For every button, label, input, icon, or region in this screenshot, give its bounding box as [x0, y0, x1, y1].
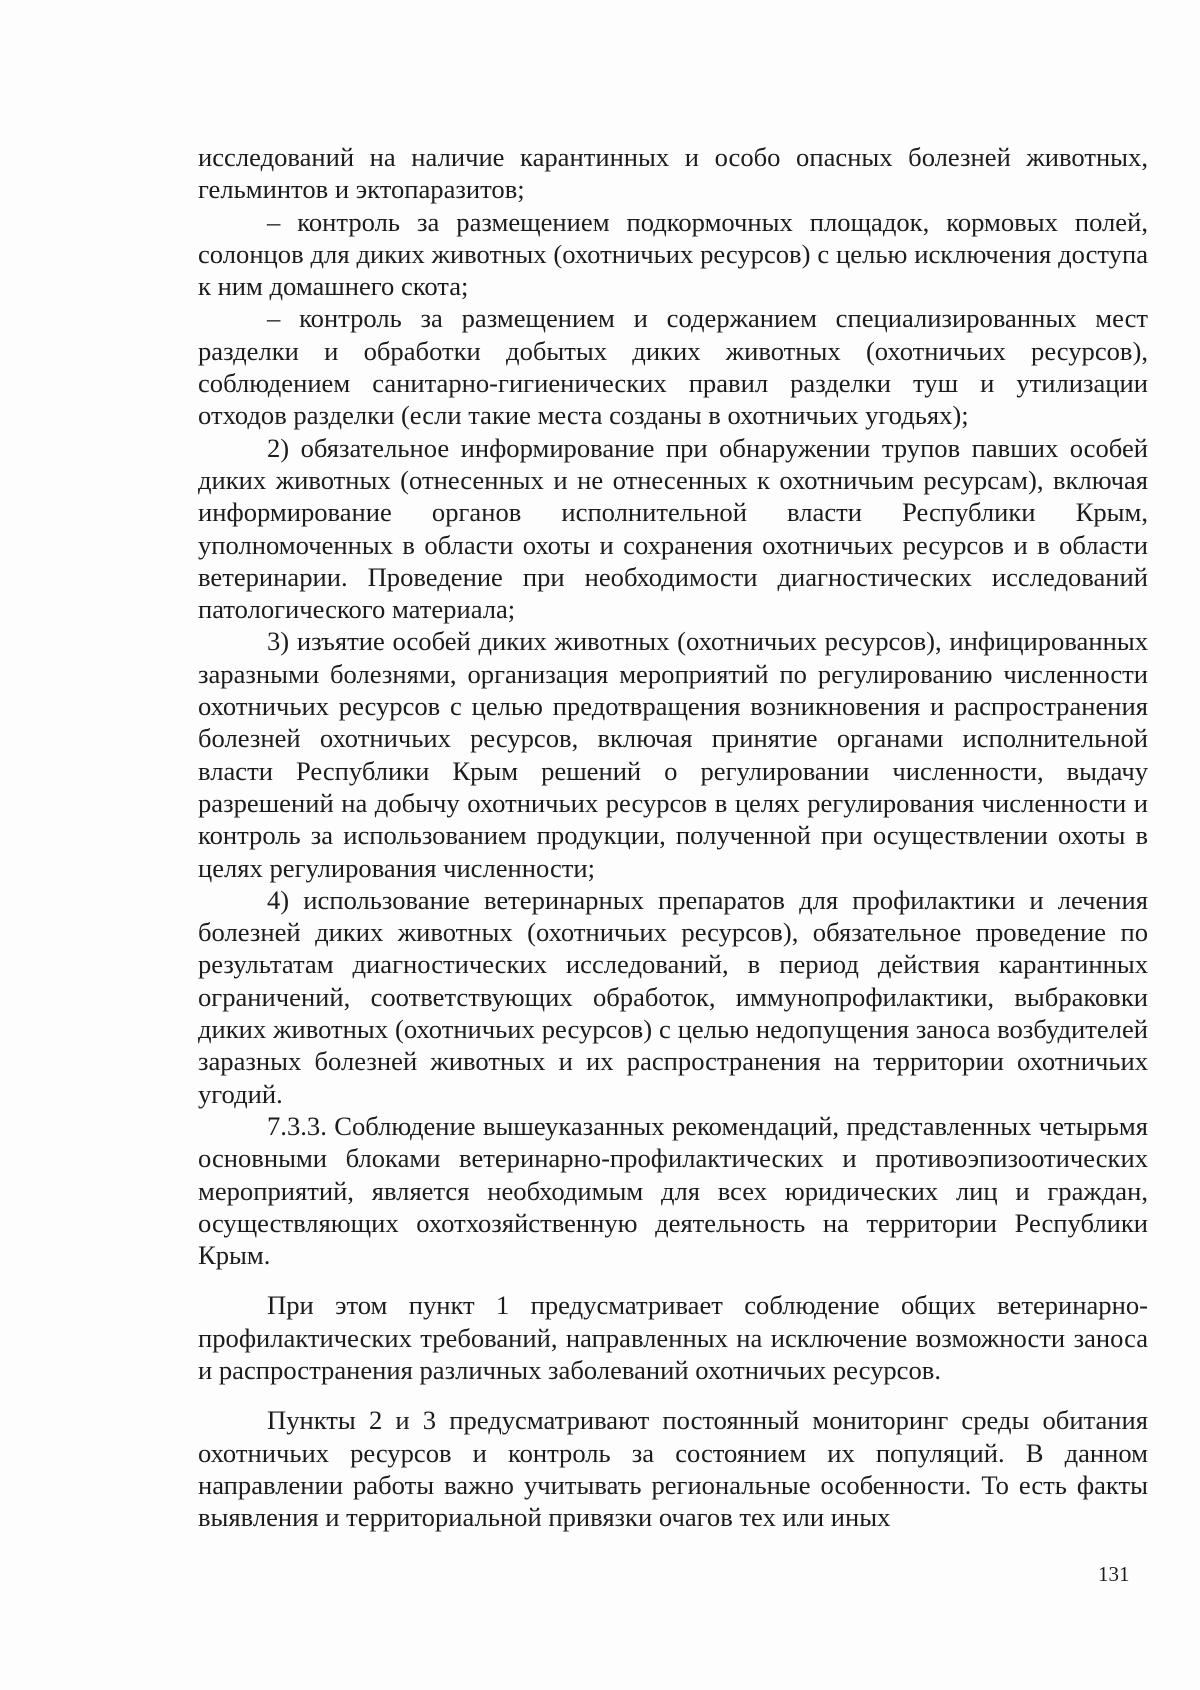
- paragraph-7-3-3: 7.3.3. Соблюдение вышеуказанных рекомендаций, представленных четырьмя основными блоками ветеринарно-профилактических и противоэпизоотических мероприятий, является необходимым для всех юридических лиц и граждан, осуществляющих охотхозяйственную деятельность на территории Республики Крым.: [198, 1110, 1148, 1271]
- paragraph-points-2-3: Пункты 2 и 3 предусматривают постоянный мониторинг среды обитания охотничьих ресурсов и контроль за состоянием их популяций. В данном направлении работы важно учитывать региональные особенности. То есть факты выявления и территориальной привязки очагов тех или иных: [198, 1405, 1148, 1533]
- paragraph-item-2: 2) обязательное информирование при обнаружении трупов павших особей диких животных (отнесенных и не отнесенных к охотничьим ресурсам), включая информирование органов исполнительной власти Республики Крым, уполномоченных в области охоты и сохранения охотничьих ресурсов и в области ветеринарии. Проведение при необходимости диагностических исследований патологического материала;: [198, 432, 1148, 625]
- page-number: 131: [1098, 1562, 1130, 1586]
- paragraph-item-4: 4) использование ветеринарных препаратов для профилактики и лечения болезней диких животных (охотничьих ресурсов), обязательное проведение по результатам диагностических исследований, в период действия карантинных ограничений, соответствующих обработок, иммунопрофилактики, выбраковки диких животных (охотничьих ресурсов) с целью недопущения заноса возбудителей заразных болезней животных и их распространения на территории охотничьих угодий.: [198, 884, 1148, 1109]
- paragraph-item-3: 3) изъятие особей диких животных (охотничьих ресурсов), инфицированных заразными болезнями, организация мероприятий по регулированию численности охотничьих ресурсов с целью предотвращения возникновения и распространения болезней охотничьих ресурсов, включая принятие органами исполнительной власти Республики Крым решений о регулировании численности, выдачу разрешений на добычу охотничьих ресурсов в целях регулирования численности и контроль за использованием продукции, полученной при осуществлении охоты в целях регулирования численности;: [198, 626, 1148, 883]
- paragraph-point-1: При этом пункт 1 предусматривает соблюдение общих ветеринарно-профилактических требований, направленных на исключение возможности заноса и распространения различных заболеваний охотничьих ресурсов.: [198, 1290, 1148, 1385]
- paragraph-continuation: исследований на наличие карантинных и особо опасных болезней животных, гельминтов и эктопаразитов;: [198, 142, 1148, 205]
- paragraph-control-butchering-sites: – контроль за размещением и содержанием специализированных мест разделки и обработки добытых диких животных (охотничьих ресурсов), соблюдением санитарно-гигиенических правил разделки туш и утилизации отходов разделки (если такие места созданы в охотничьих угодьях);: [198, 303, 1148, 431]
- paragraph-control-feeding-sites: – контроль за размещением подкормочных площадок, кормовых полей, солонцов для диких животных (охотничьих ресурсов) с целью исключения доступа к ним домашнего скота;: [198, 206, 1148, 302]
- body-text: [198, 141, 1148, 1533]
